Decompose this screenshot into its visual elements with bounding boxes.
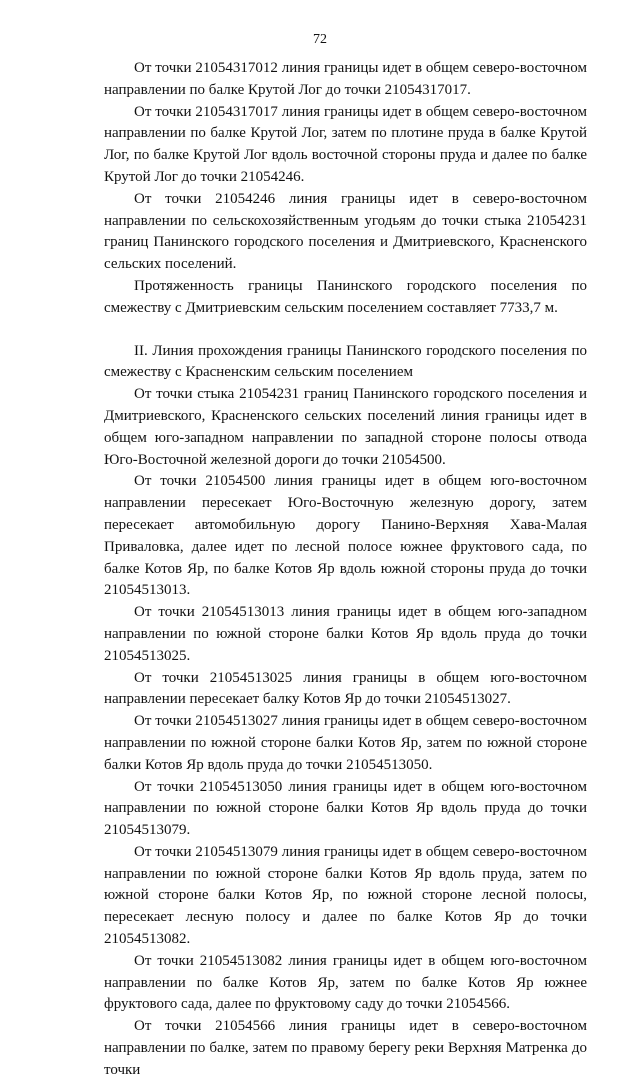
paragraph: Протяженность границы Панинского городского поселения по смежеству с Дмитриевским сельским поселением составляет 7733,7 м.	[104, 277, 587, 316]
paragraph: От точки 21054317017 линия границы идет в общем северо-восточном направлении по балке Крутой Лог, затем по плотине пруда в балке Крутой Лог, по балке Крутой Лог вдоль восточной стороны пруда и далее по балке Крутой Лог до точки 21054246.	[104, 103, 587, 185]
paragraph: От точки 21054513079 линия границы идет в общем северо-восточном направлении по южной стороне балки Котов Яр вдоль пруда, затем по южной стороне балки Котов Яр, по южной стороне лесной полосы, пересекает лесную полосу и далее по балке Котов Яр до точки 21054513082.	[104, 843, 587, 948]
paragraph: От точки 21054500 линия границы идет в общем юго-восточном направлении пересекает Юго-Восточную железную дорогу, затем пересекает автомобильную дорогу Панино-Верхняя Хава-Малая Приваловка, далее идет по лесной полосе южнее фруктового сада, по балке Котов Яр, по балке Котов Яр вдоль южной стороны пруда до точки 21054513013.	[104, 473, 587, 599]
page-number: 72	[313, 32, 327, 47]
paragraph: От точки 21054317012 линия границы идет в общем северо-восточном направлении по балке Крутой Лог до точки 21054317017.	[104, 60, 587, 98]
paragraph: От точки 21054513050 линия границы идет в общем юго-восточном направлении по южной стороне балки Котов Яр вдоль пруда до точки 21054513079.	[104, 778, 587, 839]
paragraph: От точки 21054513025 линия границы в общем юго-восточном направлении пересекает балку Котов Яр до точки 21054513027.	[104, 669, 587, 708]
paragraph: От точки стыка 21054231 границ Панинского городского поселения и Дмитриевского, Красненского сельских поселений линия границы идет в общем юго-западном направлении по западной стороне полосы отвода Юго-Восточной железной дороги до точки 21054500.	[104, 386, 587, 468]
section-heading: II. Линия прохождения границы Панинского городского поселения по смежеству с Красненским сельским поселением	[104, 342, 587, 381]
document-body	[104, 58, 587, 1082]
paragraph: От точки 21054513082 линия границы идет в общем юго-восточном направлении по балке Котов Яр, затем по балке Котов Яр южнее фруктового сада, далее по фруктовому саду до точки 21054566.	[104, 952, 587, 1013]
paragraph: От точки 21054566 линия границы идет в северо-восточном направлении по балке, затем по правому берегу реки Верхняя Матренка до точки	[104, 1018, 587, 1078]
paragraph: От точки 21054513027 линия границы идет в общем северо-восточном направлении по южной стороне балки Котов Яр, затем по южной стороне балки Котов Яр вдоль пруда до точки 21054513050.	[104, 713, 587, 773]
paragraph: От точки 21054513013 линия границы идет в общем юго-западном направлении по южной стороне балки Котов Яр вдоль пруда до точки 21054513025.	[104, 604, 587, 664]
paragraph: От точки 21054246 линия границы идет в северо-восточном направлении по сельскохозяйственным угодьям до точки стыка 21054231 границ Панинского городского поселения и Дмитриевского, Красненского сельских поселений.	[104, 190, 587, 273]
